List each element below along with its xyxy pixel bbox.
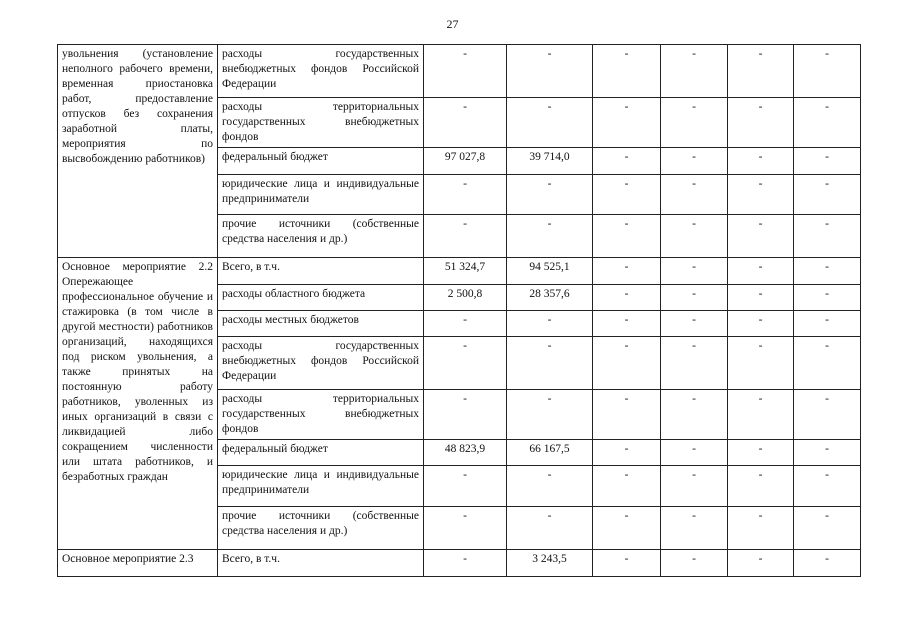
value-cell: -: [424, 337, 507, 390]
value-cell: -: [661, 390, 728, 440]
funding-source-cell: прочие источники (собственные средства населения и др.): [218, 507, 424, 550]
value-cell: -: [794, 258, 861, 285]
funding-source-cell: расходы территориальных государственных внебюджетных фондов: [218, 98, 424, 148]
value-cell: -: [593, 507, 661, 550]
value-cell: -: [424, 215, 507, 258]
value-cell: 51 324,7: [424, 258, 507, 285]
value-cell: -: [794, 98, 861, 148]
value-cell: -: [661, 258, 728, 285]
value-cell: -: [794, 175, 861, 215]
value-cell: -: [794, 466, 861, 507]
value-cell: -: [728, 337, 794, 390]
value-cell: -: [424, 550, 507, 577]
value-cell: -: [728, 215, 794, 258]
value-cell: -: [728, 148, 794, 175]
value-cell: -: [661, 550, 728, 577]
value-cell: -: [728, 98, 794, 148]
value-cell: -: [424, 390, 507, 440]
value-cell: -: [728, 285, 794, 311]
value-cell: -: [794, 285, 861, 311]
table-row: [58, 550, 861, 577]
value-cell: -: [661, 507, 728, 550]
value-cell: -: [593, 45, 661, 98]
value-cell: -: [728, 175, 794, 215]
value-cell: 66 167,5: [507, 440, 593, 466]
value-cell: -: [507, 390, 593, 440]
value-cell: -: [728, 258, 794, 285]
value-cell: -: [794, 311, 861, 337]
table-row: [58, 258, 861, 285]
page-number: 27: [446, 17, 459, 31]
value-cell: -: [593, 175, 661, 215]
budget-table: [57, 44, 861, 577]
funding-source-cell: юридические лица и индивидуальные предприниматели: [218, 175, 424, 215]
value-cell: -: [593, 466, 661, 507]
value-cell: -: [794, 45, 861, 98]
value-cell: -: [728, 45, 794, 98]
value-cell: -: [661, 98, 728, 148]
value-cell: -: [593, 148, 661, 175]
value-cell: 94 525,1: [507, 258, 593, 285]
value-cell: -: [794, 337, 861, 390]
funding-source-cell: прочие источники (собственные средства населения и др.): [218, 215, 424, 258]
value-cell: -: [507, 215, 593, 258]
value-cell: -: [424, 45, 507, 98]
value-cell: -: [507, 98, 593, 148]
value-cell: 39 714,0: [507, 148, 593, 175]
value-cell: -: [728, 440, 794, 466]
value-cell: -: [661, 440, 728, 466]
value-cell: -: [424, 311, 507, 337]
value-cell: -: [507, 311, 593, 337]
value-cell: -: [728, 507, 794, 550]
value-cell: -: [593, 440, 661, 466]
value-cell: -: [507, 337, 593, 390]
table-row: [58, 45, 861, 98]
funding-source-cell: юридические лица и индивидуальные предприниматели: [218, 466, 424, 507]
value-cell: 97 027,8: [424, 148, 507, 175]
value-cell: 2 500,8: [424, 285, 507, 311]
value-cell: -: [728, 550, 794, 577]
funding-source-cell: расходы государственных внебюджетных фондов Российской Федерации: [218, 337, 424, 390]
value-cell: -: [593, 285, 661, 311]
value-cell: -: [661, 466, 728, 507]
value-cell: 48 823,9: [424, 440, 507, 466]
value-cell: -: [507, 175, 593, 215]
value-cell: -: [593, 550, 661, 577]
value-cell: -: [507, 507, 593, 550]
value-cell: -: [593, 390, 661, 440]
value-cell: -: [794, 390, 861, 440]
value-cell: -: [728, 466, 794, 507]
value-cell: -: [661, 285, 728, 311]
value-cell: -: [661, 148, 728, 175]
funding-source-cell: федеральный бюджет: [218, 148, 424, 175]
funding-source-cell: Всего, в т.ч.: [218, 550, 424, 577]
value-cell: -: [794, 148, 861, 175]
value-cell: -: [794, 440, 861, 466]
funding-source-cell: расходы областного бюджета: [218, 285, 424, 311]
activity-cell: увольнения (установление неполного рабочего времени, временная приостановка работ, предоставление отпусков без сохранения заработной платы, мероприятия по высвобождению работников): [58, 45, 218, 258]
value-cell: -: [593, 337, 661, 390]
value-cell: -: [794, 215, 861, 258]
value-cell: 3 243,5: [507, 550, 593, 577]
funding-source-cell: расходы государственных внебюджетных фондов Российской Федерации: [218, 45, 424, 98]
activity-cell: Основное мероприятие 2.2 Опережающее профессиональное обучение и стажировка (в том числе в другой местности) работников организаций, находящихся под риском увольнения, а также принятых на постоянную работу работников, уволенных из иных организаций в связи с ликвидацией либо сокращением численности или штата работников, и безработных граждан: [58, 258, 218, 550]
value-cell: -: [424, 175, 507, 215]
value-cell: -: [661, 175, 728, 215]
funding-source-cell: расходы местных бюджетов: [218, 311, 424, 337]
value-cell: -: [661, 45, 728, 98]
value-cell: -: [728, 311, 794, 337]
funding-source-cell: федеральный бюджет: [218, 440, 424, 466]
value-cell: -: [593, 98, 661, 148]
value-cell: -: [593, 311, 661, 337]
value-cell: -: [661, 337, 728, 390]
value-cell: -: [424, 507, 507, 550]
activity-cell: Основное мероприятие 2.3: [58, 550, 218, 577]
value-cell: -: [661, 311, 728, 337]
value-cell: -: [794, 550, 861, 577]
value-cell: -: [424, 466, 507, 507]
value-cell: -: [794, 507, 861, 550]
value-cell: -: [507, 45, 593, 98]
value-cell: -: [593, 215, 661, 258]
value-cell: -: [593, 258, 661, 285]
value-cell: -: [507, 466, 593, 507]
value-cell: -: [661, 215, 728, 258]
funding-source-cell: Всего, в т.ч.: [218, 258, 424, 285]
value-cell: -: [728, 390, 794, 440]
value-cell: -: [424, 98, 507, 148]
funding-source-cell: расходы территориальных государственных внебюджетных фондов: [218, 390, 424, 440]
value-cell: 28 357,6: [507, 285, 593, 311]
